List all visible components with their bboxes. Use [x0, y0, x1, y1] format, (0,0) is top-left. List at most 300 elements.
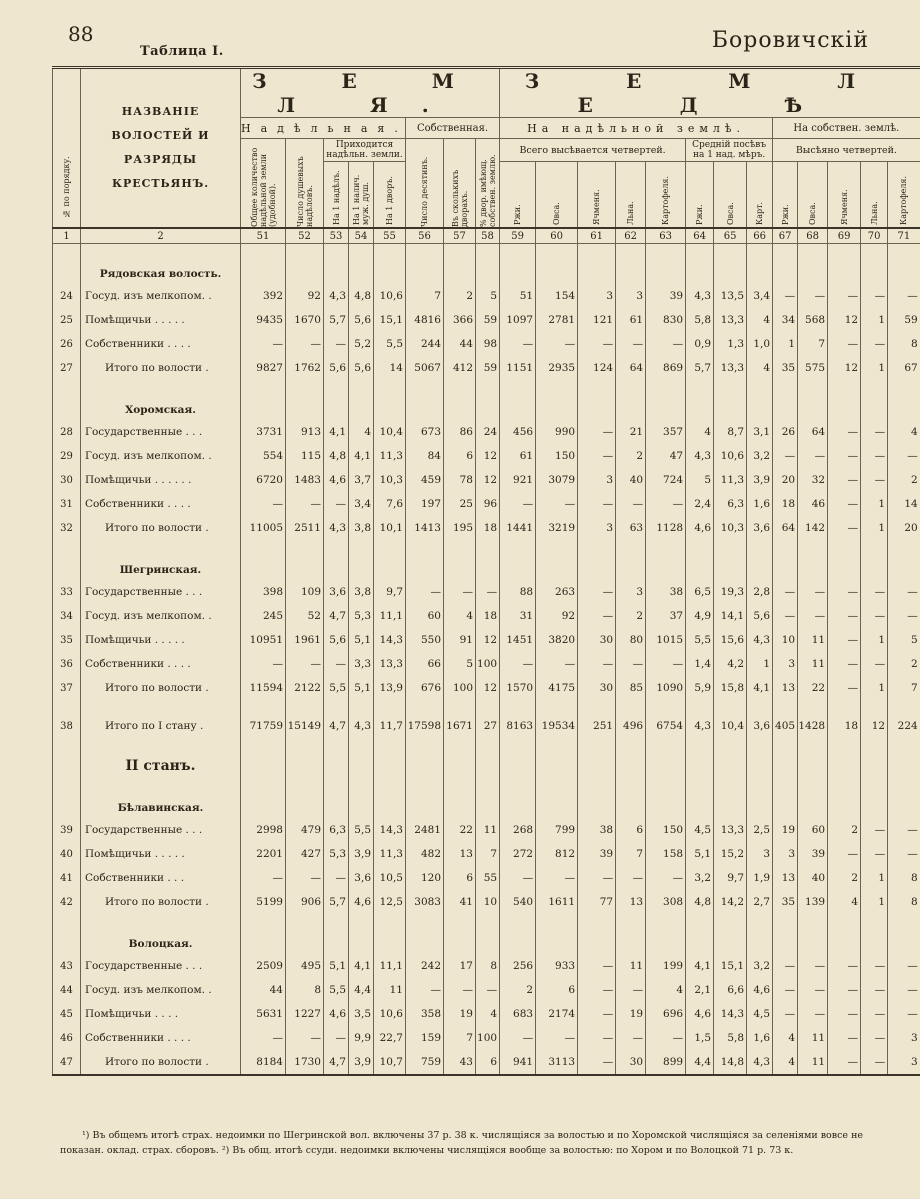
value-cell: — — [888, 580, 920, 604]
value-cell: 13,9 — [374, 676, 406, 700]
value-cell: 61 — [616, 308, 646, 332]
empty-cell — [500, 778, 536, 818]
value-cell: 20 — [888, 516, 920, 540]
value-cell: — — [578, 580, 616, 604]
value-cell: 59 — [476, 308, 500, 332]
value-cell: — — [888, 954, 920, 978]
value-cell: 41 — [444, 890, 476, 914]
empty-cell — [714, 244, 747, 285]
value-cell: 100 — [476, 652, 500, 676]
column-number: 64 — [686, 228, 714, 244]
header-c60: Овса. — [536, 162, 578, 229]
value-cell: 5067 — [406, 356, 444, 380]
row-label: Собственники . . . . — [81, 1026, 241, 1050]
value-cell: 77 — [578, 890, 616, 914]
value-cell: 14,1 — [714, 604, 747, 628]
value-cell: 199 — [646, 954, 686, 978]
table-row — [53, 954, 920, 978]
row-label: Собственники . . . . — [81, 332, 241, 356]
value-cell: — — [861, 580, 888, 604]
value-cell: — — [536, 1026, 578, 1050]
row-label: Помѣщичьи . . . . . . — [81, 468, 241, 492]
empty-cell — [324, 738, 349, 778]
volost-name: Волоцкая. — [81, 914, 241, 954]
table-row — [53, 1026, 920, 1050]
empty-cell — [828, 244, 861, 285]
value-cell: 5,7 — [686, 356, 714, 380]
value-cell: 2,1 — [686, 978, 714, 1002]
value-cell: — — [324, 1026, 349, 1050]
table-row — [53, 308, 920, 332]
value-cell: 18 — [476, 604, 500, 628]
column-number: 65 — [714, 228, 747, 244]
empty-cell — [53, 244, 81, 285]
value-cell: — — [861, 978, 888, 1002]
header-sredniy-posev: Средній посѣвъ на 1 над. мѣръ. — [686, 139, 773, 162]
value-cell: 1,9 — [747, 866, 773, 890]
empty-cell — [349, 778, 374, 818]
value-cell: 2 — [616, 444, 646, 468]
value-cell: 8 — [888, 890, 920, 914]
value-cell: 268 — [500, 818, 536, 842]
value-cell: 1 — [861, 356, 888, 380]
value-cell: — — [616, 978, 646, 1002]
page-number: 88 — [68, 22, 94, 46]
empty-cell — [53, 914, 81, 954]
value-cell: — — [828, 1002, 861, 1026]
table-row — [53, 604, 920, 628]
empty-cell — [324, 540, 349, 580]
header-c58: % двор. имѣющ. собствен. землю. — [476, 139, 500, 229]
value-cell: 154 — [536, 284, 578, 308]
table-row — [53, 332, 920, 356]
value-cell: 55 — [476, 866, 500, 890]
value-cell: — — [324, 492, 349, 516]
value-cell: — — [578, 1002, 616, 1026]
value-cell: 5,6 — [349, 308, 374, 332]
value-cell: 120 — [406, 866, 444, 890]
empty-cell — [500, 914, 536, 954]
value-cell: 4,3 — [686, 714, 714, 738]
value-cell: 11,3 — [374, 842, 406, 866]
value-cell: 60 — [406, 604, 444, 628]
value-cell: 4,3 — [686, 444, 714, 468]
value-cell: — — [828, 954, 861, 978]
value-cell: 13,3 — [374, 652, 406, 676]
volost-name: Хоромская. — [81, 380, 241, 420]
empty-cell — [241, 914, 286, 954]
value-cell: 244 — [406, 332, 444, 356]
value-cell: 8184 — [241, 1050, 286, 1075]
row-number: 37 — [53, 676, 81, 700]
value-cell: 96 — [476, 492, 500, 516]
section-heading-row — [53, 914, 920, 954]
empty-cell — [646, 540, 686, 580]
value-cell: — — [828, 284, 861, 308]
value-cell: 5,9 — [686, 676, 714, 700]
value-cell: — — [444, 978, 476, 1002]
value-cell: 30 — [578, 628, 616, 652]
table-row — [53, 978, 920, 1002]
value-cell: 19534 — [536, 714, 578, 738]
value-cell: — — [324, 652, 349, 676]
value-cell: 13,3 — [714, 818, 747, 842]
value-cell: 2,5 — [747, 818, 773, 842]
value-cell: 12 — [476, 468, 500, 492]
value-cell: 3,5 — [349, 1002, 374, 1026]
value-cell: — — [578, 978, 616, 1002]
empty-cell — [686, 540, 714, 580]
header-prikhoditsya: Приходится надѣльн. земли. — [324, 139, 406, 162]
empty-cell — [773, 778, 798, 818]
empty-cell — [536, 914, 578, 954]
empty-cell — [241, 738, 286, 778]
table-row — [53, 818, 920, 842]
value-cell: 4 — [686, 420, 714, 444]
value-cell: 4,5 — [686, 818, 714, 842]
value-cell: 64 — [798, 420, 828, 444]
value-cell: 5,1 — [686, 842, 714, 866]
value-cell: — — [616, 866, 646, 890]
value-cell: — — [286, 492, 324, 516]
value-cell: 11 — [798, 1026, 828, 1050]
row-number: 28 — [53, 420, 81, 444]
row-number: 31 — [53, 492, 81, 516]
empty-cell — [286, 540, 324, 580]
empty-cell — [686, 380, 714, 420]
value-cell: 9827 — [241, 356, 286, 380]
empty-cell — [686, 738, 714, 778]
value-cell: — — [241, 1026, 286, 1050]
column-number: 67 — [773, 228, 798, 244]
value-cell: — — [798, 444, 828, 468]
empty-cell — [286, 380, 324, 420]
value-cell: 456 — [500, 420, 536, 444]
value-cell: 5,6 — [747, 604, 773, 628]
value-cell: 1227 — [286, 1002, 324, 1026]
row-number: 43 — [53, 954, 81, 978]
value-cell: 22,7 — [374, 1026, 406, 1050]
value-cell: 1,4 — [686, 652, 714, 676]
empty-cell — [81, 700, 241, 714]
value-cell: 3 — [773, 652, 798, 676]
value-cell: 799 — [536, 818, 578, 842]
value-cell: — — [861, 954, 888, 978]
header-c51: Общее количество надѣльной земли (удобной). — [241, 139, 286, 229]
empty-cell — [536, 738, 578, 778]
value-cell: 11 — [616, 954, 646, 978]
value-cell: 990 — [536, 420, 578, 444]
column-number: 71 — [888, 228, 920, 244]
value-cell: 3,9 — [747, 468, 773, 492]
empty-cell — [747, 700, 773, 714]
empty-cell — [476, 700, 500, 714]
empty-cell — [241, 244, 286, 285]
value-cell: 1762 — [286, 356, 324, 380]
empty-cell — [773, 700, 798, 714]
value-cell: 80 — [616, 628, 646, 652]
value-cell: 1 — [861, 308, 888, 332]
value-cell: 15,2 — [714, 842, 747, 866]
value-cell: 35 — [773, 356, 798, 380]
empty-cell — [476, 738, 500, 778]
value-cell: 357 — [646, 420, 686, 444]
empty-cell — [53, 738, 81, 778]
table-row — [53, 652, 920, 676]
value-cell: 3113 — [536, 1050, 578, 1075]
value-cell: 14,3 — [714, 1002, 747, 1026]
value-cell: 830 — [646, 308, 686, 332]
value-cell: 64 — [773, 516, 798, 540]
value-cell: 7 — [888, 676, 920, 700]
empty-cell — [476, 244, 500, 285]
value-cell: 4,7 — [324, 604, 349, 628]
value-cell: — — [616, 1026, 646, 1050]
value-cell: — — [286, 652, 324, 676]
empty-cell — [444, 380, 476, 420]
value-cell: 3 — [578, 516, 616, 540]
value-cell: 35 — [773, 890, 798, 914]
value-cell: 3 — [616, 284, 646, 308]
empty-cell — [714, 540, 747, 580]
value-cell: 8 — [286, 978, 324, 1002]
value-cell: 4,4 — [686, 1050, 714, 1075]
value-cell: — — [773, 444, 798, 468]
empty-cell — [444, 778, 476, 818]
value-cell: 4,5 — [747, 1002, 773, 1026]
table-body — [53, 228, 920, 1075]
value-cell: — — [828, 1050, 861, 1075]
value-cell: 15,6 — [714, 628, 747, 652]
value-cell: 38 — [578, 818, 616, 842]
value-cell: 17598 — [406, 714, 444, 738]
value-cell: 941 — [500, 1050, 536, 1075]
value-cell: 242 — [406, 954, 444, 978]
header-c65: Овса. — [714, 162, 747, 229]
value-cell: 10 — [476, 890, 500, 914]
empty-cell — [374, 244, 406, 285]
empty-cell — [349, 738, 374, 778]
value-cell: 392 — [241, 284, 286, 308]
empty-cell — [798, 914, 828, 954]
header-c59: Ржи. — [500, 162, 536, 229]
value-cell: 100 — [476, 1026, 500, 1050]
column-number: 69 — [828, 228, 861, 244]
table-row — [53, 284, 920, 308]
row-label: Госуд. изъ мелкопом. . — [81, 284, 241, 308]
value-cell: 9,7 — [374, 580, 406, 604]
empty-cell — [324, 244, 349, 285]
value-cell: — — [828, 444, 861, 468]
empty-cell — [686, 244, 714, 285]
value-cell: 3 — [888, 1050, 920, 1075]
empty-cell — [828, 700, 861, 714]
value-cell: — — [578, 954, 616, 978]
value-cell: 6,5 — [686, 580, 714, 604]
value-cell: 3,6 — [324, 580, 349, 604]
row-number: 41 — [53, 866, 81, 890]
value-cell: 20 — [773, 468, 798, 492]
header-na-sobstv: На собствен. землѣ. — [773, 118, 920, 139]
total-row — [53, 890, 920, 914]
value-cell: 568 — [798, 308, 828, 332]
value-cell: 52 — [286, 604, 324, 628]
value-cell: 405 — [773, 714, 798, 738]
empty-cell — [406, 380, 444, 420]
value-cell: — — [828, 628, 861, 652]
row-label: Помѣщичьи . . . . — [81, 1002, 241, 1026]
value-cell: 1,0 — [747, 332, 773, 356]
value-cell: 98 — [476, 332, 500, 356]
value-cell: 11,7 — [374, 714, 406, 738]
value-cell: 2481 — [406, 818, 444, 842]
value-cell: 3 — [578, 468, 616, 492]
value-cell: 59 — [476, 356, 500, 380]
column-number: 68 — [798, 228, 828, 244]
empty-cell — [616, 244, 646, 285]
value-cell: 2 — [500, 978, 536, 1002]
empty-cell — [578, 778, 616, 818]
value-cell: 6 — [616, 818, 646, 842]
value-cell: 5,1 — [324, 954, 349, 978]
value-cell: 10,4 — [374, 420, 406, 444]
value-cell: — — [324, 332, 349, 356]
empty-cell — [747, 738, 773, 778]
value-cell: 4,9 — [686, 604, 714, 628]
value-cell: 479 — [286, 818, 324, 842]
column-numbers-row — [53, 228, 920, 244]
value-cell: 9435 — [241, 308, 286, 332]
value-cell: — — [578, 444, 616, 468]
row-number: 42 — [53, 890, 81, 914]
value-cell: 1 — [861, 492, 888, 516]
value-cell: — — [888, 818, 920, 842]
value-cell: 4,3 — [747, 628, 773, 652]
value-cell: 10 — [773, 628, 798, 652]
value-cell: 251 — [578, 714, 616, 738]
empty-cell — [53, 540, 81, 580]
empty-cell — [241, 700, 286, 714]
value-cell: 150 — [646, 818, 686, 842]
empty-cell — [500, 540, 536, 580]
value-cell: 84 — [406, 444, 444, 468]
value-cell: 1 — [747, 652, 773, 676]
value-cell: 6,3 — [324, 818, 349, 842]
header-order-number: № по порядку. — [53, 68, 81, 229]
empty-cell — [406, 540, 444, 580]
empty-cell — [616, 380, 646, 420]
value-cell: — — [828, 516, 861, 540]
empty-cell — [888, 778, 920, 818]
value-cell: 26 — [773, 420, 798, 444]
value-cell: 4,4 — [349, 978, 374, 1002]
region-title: Боровичскій — [711, 28, 869, 53]
header-c55: На 1 дворъ. — [374, 162, 406, 229]
value-cell: 5,7 — [324, 308, 349, 332]
value-cell: 150 — [536, 444, 578, 468]
empty-cell — [578, 380, 616, 420]
value-cell: 2 — [828, 818, 861, 842]
value-cell: 43 — [444, 1050, 476, 1075]
empty-cell — [888, 700, 920, 714]
header-name: НАЗВАНІЕ ВОЛОСТЕЙ И РАЗРЯДЫ КРЕСТЬЯНЪ. — [81, 68, 241, 229]
empty-cell — [349, 380, 374, 420]
value-cell: 6 — [476, 1050, 500, 1075]
row-label: Государственные . . . — [81, 818, 241, 842]
column-number: 66 — [747, 228, 773, 244]
value-cell: 2122 — [286, 676, 324, 700]
value-cell: — — [646, 332, 686, 356]
empty-cell — [616, 738, 646, 778]
row-number: 44 — [53, 978, 81, 1002]
empty-cell — [773, 540, 798, 580]
value-cell: — — [241, 332, 286, 356]
value-cell: — — [773, 954, 798, 978]
value-cell: 7 — [444, 1026, 476, 1050]
value-cell: 2 — [888, 652, 920, 676]
row-label: Госуд. изъ мелкопом. . — [81, 604, 241, 628]
empty-cell — [406, 738, 444, 778]
value-cell: — — [861, 652, 888, 676]
value-cell: 4175 — [536, 676, 578, 700]
value-cell: — — [500, 1026, 536, 1050]
value-cell: 5,7 — [324, 890, 349, 914]
value-cell: — — [773, 604, 798, 628]
value-cell: — — [828, 492, 861, 516]
value-cell: 1 — [861, 516, 888, 540]
empty-cell — [686, 778, 714, 818]
value-cell: 1 — [861, 866, 888, 890]
value-cell: — — [406, 580, 444, 604]
header-c52: Число душевыхъ надѣловъ. — [286, 139, 324, 229]
value-cell: 5,8 — [714, 1026, 747, 1050]
empty-cell — [773, 738, 798, 778]
value-cell: — — [646, 492, 686, 516]
value-cell: 899 — [646, 1050, 686, 1075]
value-cell: — — [578, 332, 616, 356]
value-cell: — — [798, 978, 828, 1002]
column-number: 57 — [444, 228, 476, 244]
value-cell: — — [500, 866, 536, 890]
value-cell: 812 — [536, 842, 578, 866]
value-cell: 64 — [616, 356, 646, 380]
empty-cell — [798, 244, 828, 285]
row-number: 40 — [53, 842, 81, 866]
empty-cell — [536, 244, 578, 285]
value-cell: 1570 — [500, 676, 536, 700]
value-cell: 7 — [406, 284, 444, 308]
value-cell: 913 — [286, 420, 324, 444]
value-cell: 10,3 — [714, 516, 747, 540]
value-cell: 1730 — [286, 1050, 324, 1075]
value-cell: 3,8 — [349, 580, 374, 604]
row-label: Госуд. изъ мелкопом. . — [81, 978, 241, 1002]
row-label: Помѣщичьи . . . . . — [81, 842, 241, 866]
empty-cell — [888, 914, 920, 954]
value-cell: 7 — [476, 842, 500, 866]
value-cell: 0,9 — [686, 332, 714, 356]
value-cell: 4 — [747, 356, 773, 380]
value-cell: 124 — [578, 356, 616, 380]
column-number: 59 — [500, 228, 536, 244]
value-cell: 27 — [476, 714, 500, 738]
value-cell: 1 — [861, 890, 888, 914]
value-cell: 66 — [406, 652, 444, 676]
row-number: 33 — [53, 580, 81, 604]
total-row — [53, 676, 920, 700]
value-cell: 11005 — [241, 516, 286, 540]
value-cell: — — [888, 604, 920, 628]
